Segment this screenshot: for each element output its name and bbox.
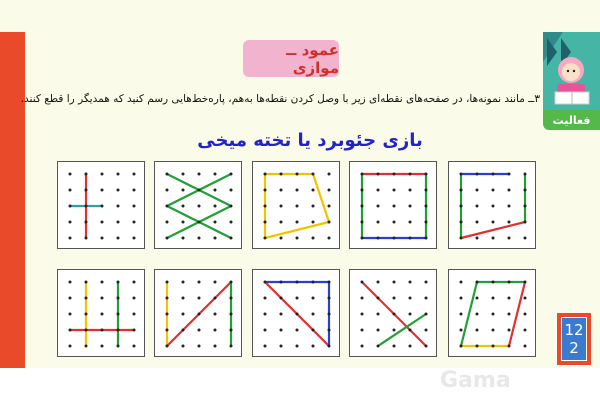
geoboard-peg — [377, 297, 380, 300]
title-tag: عمود ــ موازی — [243, 40, 339, 77]
activity-label: فعالیت — [543, 110, 600, 130]
geoboard-peg — [524, 313, 527, 316]
geoboard-peg — [361, 345, 364, 348]
geoboard-peg — [524, 345, 527, 348]
geoboard-peg — [476, 237, 479, 240]
geoboard-peg — [166, 173, 169, 176]
geoboard-peg — [492, 221, 495, 224]
geoboard-segment — [461, 222, 525, 238]
geoboard-peg — [296, 173, 299, 176]
geoboard-peg — [425, 329, 428, 332]
geoboard-peg — [214, 205, 217, 208]
geoboard-peg — [198, 237, 201, 240]
geoboard-peg — [312, 173, 315, 176]
section-heading: بازی جئوبرد یا تخته میخی — [197, 130, 423, 151]
geoboard-peg — [492, 173, 495, 176]
geoboard-peg — [69, 189, 72, 192]
geoboard-peg — [460, 281, 463, 284]
geoboard-peg — [296, 205, 299, 208]
geoboard-peg — [230, 205, 233, 208]
geoboard-peg — [230, 237, 233, 240]
geoboard-peg — [280, 173, 283, 176]
geoboard-peg — [393, 281, 396, 284]
geoboard-peg — [524, 329, 527, 332]
geoboard-peg — [214, 313, 217, 316]
geoboard-peg — [524, 205, 527, 208]
girl-with-book-icon — [543, 32, 600, 110]
geoboard-segment — [461, 282, 477, 346]
geoboard-peg — [85, 205, 88, 208]
geoboard-peg — [166, 189, 169, 192]
geoboard-peg — [409, 313, 412, 316]
geoboard-peg — [425, 313, 428, 316]
geoboard-9 — [349, 269, 437, 357]
geoboard-peg — [166, 297, 169, 300]
geoboard-peg — [117, 281, 120, 284]
geoboard-peg — [198, 221, 201, 224]
geoboard-peg — [214, 329, 217, 332]
geoboard-peg — [361, 297, 364, 300]
geoboard-peg — [133, 221, 136, 224]
activity-badge — [543, 32, 600, 130]
geoboard-peg — [492, 297, 495, 300]
geoboard-peg — [133, 237, 136, 240]
geoboard-peg — [492, 237, 495, 240]
geoboard-peg — [166, 345, 169, 348]
geoboard-peg — [524, 173, 527, 176]
geoboard-peg — [166, 281, 169, 284]
geoboard-peg — [117, 205, 120, 208]
geoboard-peg — [393, 313, 396, 316]
geoboard-peg — [524, 237, 527, 240]
geoboard-peg — [182, 345, 185, 348]
left-accent-bar — [0, 32, 25, 368]
geoboard-peg — [101, 313, 104, 316]
geoboard-peg — [425, 173, 428, 176]
geoboard-peg — [361, 237, 364, 240]
geoboard-peg — [508, 221, 511, 224]
geoboard-peg — [264, 313, 267, 316]
geoboard-peg — [264, 345, 267, 348]
geoboard-peg — [425, 297, 428, 300]
geoboard-peg — [425, 205, 428, 208]
geoboard-peg — [409, 237, 412, 240]
geoboard-peg — [230, 297, 233, 300]
geoboard-peg — [133, 281, 136, 284]
geoboard-peg — [460, 189, 463, 192]
geoboard-peg — [230, 345, 233, 348]
geoboard-peg — [361, 221, 364, 224]
geoboard-peg — [296, 297, 299, 300]
geoboard-peg — [393, 221, 396, 224]
geoboard-peg — [296, 329, 299, 332]
geoboard-peg — [182, 297, 185, 300]
geoboard-segment — [313, 174, 329, 222]
geoboard-peg — [69, 173, 72, 176]
geoboard-peg — [476, 345, 479, 348]
geoboard-peg — [409, 173, 412, 176]
geoboard-peg — [198, 173, 201, 176]
geoboard-peg — [101, 205, 104, 208]
geoboard-peg — [264, 297, 267, 300]
geoboard-peg — [69, 237, 72, 240]
geoboard-peg — [312, 221, 315, 224]
geoboard-peg — [377, 189, 380, 192]
geoboard-peg — [460, 221, 463, 224]
geoboard-peg — [198, 281, 201, 284]
geoboard-peg — [230, 189, 233, 192]
geoboard-peg — [85, 297, 88, 300]
geoboard-5 — [448, 161, 536, 249]
geoboard-peg — [425, 221, 428, 224]
geoboard-peg — [230, 281, 233, 284]
geoboard-peg — [296, 189, 299, 192]
geoboard-peg — [409, 345, 412, 348]
geoboard-8 — [252, 269, 340, 357]
geoboard-peg — [101, 221, 104, 224]
geoboard-peg — [117, 313, 120, 316]
geoboard-peg — [117, 221, 120, 224]
geoboard-peg — [296, 237, 299, 240]
page-number-bottom: 2 — [569, 339, 579, 357]
geoboard-peg — [524, 297, 527, 300]
geoboard-peg — [377, 221, 380, 224]
geoboard-peg — [280, 189, 283, 192]
geoboard-peg — [182, 329, 185, 332]
geoboard-peg — [328, 173, 331, 176]
geoboard-peg — [476, 173, 479, 176]
geoboard-peg — [393, 345, 396, 348]
geoboard-peg — [85, 281, 88, 284]
geoboard-peg — [182, 237, 185, 240]
geoboard-peg — [377, 281, 380, 284]
geoboard-peg — [377, 313, 380, 316]
geoboard-peg — [312, 329, 315, 332]
geoboard-peg — [117, 237, 120, 240]
geoboard-peg — [133, 205, 136, 208]
geoboard-peg — [460, 313, 463, 316]
geoboard-peg — [377, 237, 380, 240]
geoboard-peg — [182, 221, 185, 224]
geoboard-peg — [230, 221, 233, 224]
geoboard-peg — [524, 281, 527, 284]
geoboard-peg — [280, 205, 283, 208]
geoboard-peg — [492, 281, 495, 284]
geoboard-peg — [328, 345, 331, 348]
geoboard-peg — [280, 221, 283, 224]
geoboard-peg — [492, 329, 495, 332]
geoboard-peg — [214, 189, 217, 192]
geoboard-peg — [101, 329, 104, 332]
geoboard-peg — [198, 345, 201, 348]
geoboard-peg — [409, 221, 412, 224]
geoboard-peg — [69, 281, 72, 284]
geoboard-peg — [101, 189, 104, 192]
geoboard-peg — [328, 205, 331, 208]
geoboard-peg — [312, 313, 315, 316]
geoboard-peg — [280, 297, 283, 300]
geoboard-peg — [312, 297, 315, 300]
geoboard-peg — [101, 173, 104, 176]
geoboard-peg — [361, 329, 364, 332]
geoboard-6 — [57, 269, 145, 357]
geoboard-peg — [508, 281, 511, 284]
geoboard-peg — [117, 329, 120, 332]
geoboard-peg — [85, 221, 88, 224]
geoboard-peg — [230, 173, 233, 176]
geoboard-peg — [280, 329, 283, 332]
geoboard-peg — [69, 313, 72, 316]
geoboard-peg — [280, 313, 283, 316]
geoboard-peg — [393, 237, 396, 240]
geoboard-peg — [198, 313, 201, 316]
activity-illustration — [543, 32, 600, 110]
geoboard-peg — [524, 221, 527, 224]
geoboard-10 — [448, 269, 536, 357]
geoboard-peg — [198, 189, 201, 192]
geoboard-peg — [476, 313, 479, 316]
geoboard-peg — [133, 313, 136, 316]
geoboard-peg — [133, 297, 136, 300]
geoboard-peg — [166, 237, 169, 240]
geoboard-peg — [264, 221, 267, 224]
geoboard-peg — [508, 297, 511, 300]
geoboard-peg — [214, 221, 217, 224]
page-number-box — [561, 317, 587, 361]
geoboard-peg — [361, 205, 364, 208]
geoboard-segment — [509, 282, 525, 346]
geoboard-peg — [214, 281, 217, 284]
geoboard-peg — [166, 329, 169, 332]
geoboard-peg — [69, 297, 72, 300]
geoboard-peg — [476, 297, 479, 300]
geoboard-peg — [69, 329, 72, 332]
geoboard-peg — [425, 237, 428, 240]
geoboard-peg — [117, 173, 120, 176]
geoboard-peg — [166, 205, 169, 208]
geoboard-peg — [264, 189, 267, 192]
geoboard-peg — [166, 313, 169, 316]
geoboard-peg — [409, 281, 412, 284]
geoboard-peg — [312, 205, 315, 208]
geoboard-peg — [377, 329, 380, 332]
geoboard-peg — [85, 345, 88, 348]
geoboard-peg — [101, 237, 104, 240]
geoboard-peg — [117, 297, 120, 300]
geoboard-peg — [312, 345, 315, 348]
geoboard-peg — [182, 189, 185, 192]
geoboard-peg — [409, 205, 412, 208]
geoboard-segment — [265, 222, 329, 238]
geoboard-peg — [264, 173, 267, 176]
geoboard-peg — [230, 329, 233, 332]
geoboard-peg — [492, 189, 495, 192]
geoboard-peg — [460, 297, 463, 300]
geoboard-peg — [425, 189, 428, 192]
geoboard-peg — [117, 189, 120, 192]
geoboard-peg — [328, 237, 331, 240]
instruction-text: ۳ــ مانند نمونه‌ها، در صفحه‌های نقطه‌ای زیر با وصل کردن نقطه‌ها به‌هم، پاره‌خط‌هایی رسم کنید که همدیگر را قطع کنند. — [20, 93, 540, 105]
geoboard-peg — [377, 205, 380, 208]
geoboard-peg — [476, 205, 479, 208]
geoboard-peg — [133, 345, 136, 348]
geoboard-peg — [361, 313, 364, 316]
geoboard-peg — [425, 345, 428, 348]
geoboard-peg — [508, 173, 511, 176]
geoboard-peg — [328, 313, 331, 316]
geoboard-peg — [460, 345, 463, 348]
geoboard-7 — [154, 269, 242, 357]
geoboard-peg — [117, 345, 120, 348]
geoboard-peg — [508, 237, 511, 240]
geoboard-peg — [101, 281, 104, 284]
geoboard-peg — [166, 221, 169, 224]
geoboard-peg — [198, 329, 201, 332]
geoboard-peg — [69, 205, 72, 208]
geoboard-peg — [296, 345, 299, 348]
geoboard-peg — [460, 329, 463, 332]
geoboard-peg — [377, 345, 380, 348]
geoboard-peg — [361, 281, 364, 284]
geoboard-peg — [361, 189, 364, 192]
geoboard-peg — [312, 281, 315, 284]
geoboard-peg — [264, 281, 267, 284]
geoboard-peg — [460, 173, 463, 176]
geoboard-peg — [492, 313, 495, 316]
geoboard-peg — [296, 313, 299, 316]
geoboard-peg — [409, 297, 412, 300]
geoboard-peg — [296, 281, 299, 284]
geoboard-peg — [133, 329, 136, 332]
geoboard-peg — [328, 329, 331, 332]
geoboard-peg — [312, 237, 315, 240]
geoboard-peg — [182, 281, 185, 284]
geoboard-peg — [182, 173, 185, 176]
geoboard-peg — [312, 189, 315, 192]
geoboard-peg — [361, 173, 364, 176]
geoboard-peg — [377, 173, 380, 176]
geoboard-peg — [214, 173, 217, 176]
geoboard-peg — [393, 329, 396, 332]
geoboard-3 — [252, 161, 340, 249]
geoboard-peg — [393, 297, 396, 300]
geoboard-peg — [182, 313, 185, 316]
geoboard-peg — [508, 313, 511, 316]
geoboard-peg — [230, 313, 233, 316]
geoboard-peg — [476, 281, 479, 284]
geoboard-peg — [460, 237, 463, 240]
geoboard-peg — [264, 205, 267, 208]
geoboard-peg — [69, 345, 72, 348]
geoboard-peg — [476, 221, 479, 224]
geoboard-1 — [57, 161, 145, 249]
geoboard-peg — [476, 329, 479, 332]
geoboard-peg — [198, 205, 201, 208]
geoboard-peg — [393, 189, 396, 192]
geoboard-peg — [508, 189, 511, 192]
watermark: Gama — [440, 368, 511, 393]
geoboard-peg — [476, 189, 479, 192]
geoboard-peg — [214, 297, 217, 300]
geoboard-peg — [133, 173, 136, 176]
geoboard-peg — [101, 297, 104, 300]
geoboard-peg — [296, 221, 299, 224]
geoboard-peg — [393, 205, 396, 208]
geoboard-peg — [85, 189, 88, 192]
geoboard-peg — [85, 237, 88, 240]
geoboard-peg — [85, 329, 88, 332]
geoboard-peg — [85, 313, 88, 316]
geoboard-segment — [378, 314, 426, 346]
geoboard-peg — [69, 221, 72, 224]
geoboard-peg — [85, 173, 88, 176]
geoboard-peg — [280, 281, 283, 284]
geoboard-peg — [492, 205, 495, 208]
geoboard-peg — [328, 281, 331, 284]
geoboard-peg — [393, 173, 396, 176]
geoboard-peg — [214, 345, 217, 348]
geoboard-peg — [264, 237, 267, 240]
page-number-top: 12 — [564, 321, 584, 339]
geoboard-peg — [101, 345, 104, 348]
geoboard-peg — [508, 345, 511, 348]
geoboard-peg — [328, 189, 331, 192]
geoboard-peg — [492, 345, 495, 348]
geoboard-peg — [328, 297, 331, 300]
geoboard-peg — [264, 329, 267, 332]
geoboard-peg — [508, 205, 511, 208]
geoboard-4 — [349, 161, 437, 249]
geoboard-peg — [280, 237, 283, 240]
geoboard-peg — [280, 345, 283, 348]
geoboard-peg — [133, 189, 136, 192]
geoboard-peg — [328, 221, 331, 224]
geoboard-peg — [409, 329, 412, 332]
geoboard-peg — [198, 297, 201, 300]
geoboard-peg — [409, 189, 412, 192]
geoboard-peg — [524, 189, 527, 192]
geoboard-2 — [154, 161, 242, 249]
geoboard-peg — [182, 205, 185, 208]
geoboard-peg — [425, 281, 428, 284]
geoboard-peg — [460, 205, 463, 208]
geoboard-peg — [508, 329, 511, 332]
page-number-badge — [557, 313, 591, 365]
geoboard-peg — [214, 237, 217, 240]
